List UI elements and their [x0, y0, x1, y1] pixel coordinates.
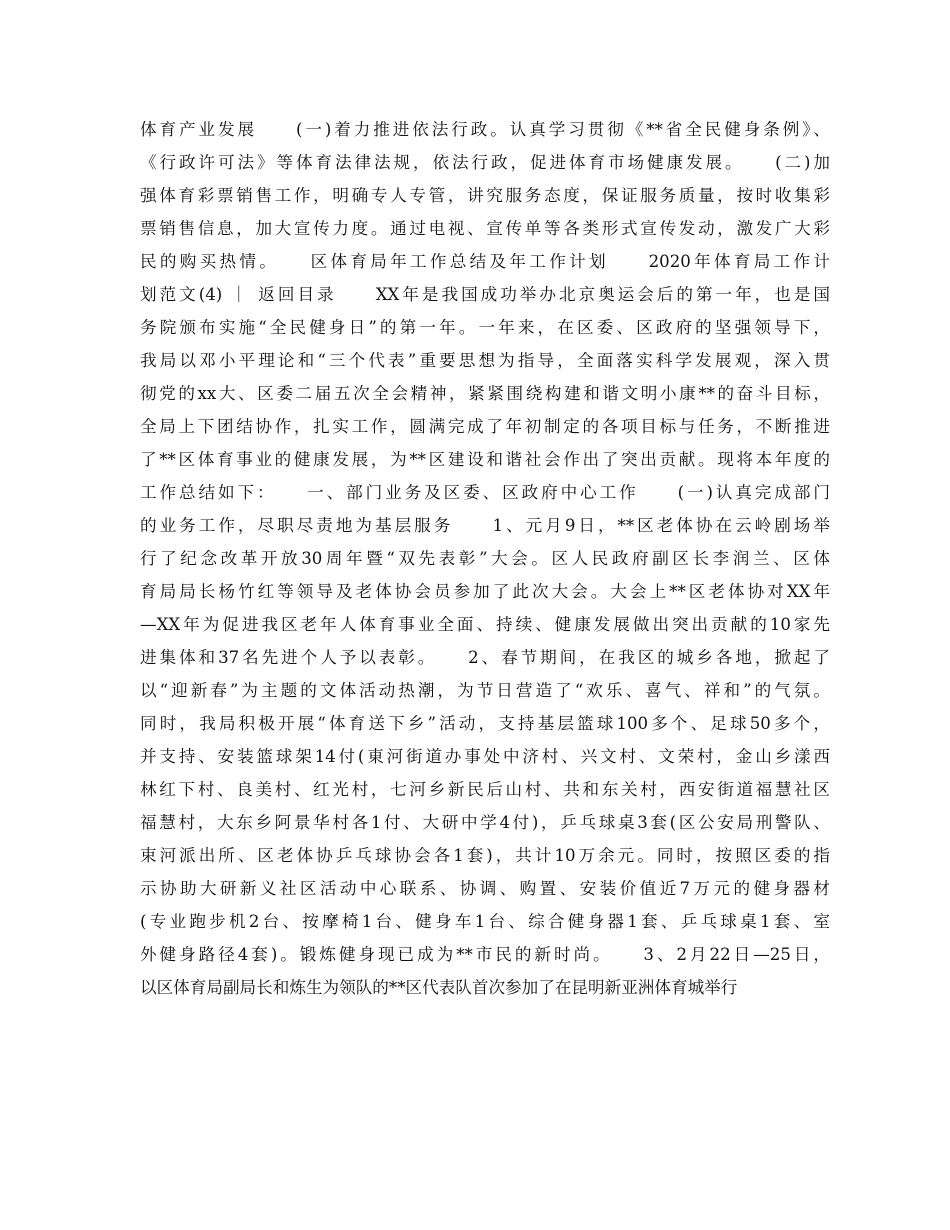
- text-line: (专业跑步机2台、按摩椅1台、健身车1台、综合健身器1套、乒乓球桌1套、室: [140, 912, 830, 931]
- document-body: [140, 113, 830, 1004]
- text-line: 《行政许可法》等体育法律法规，依法行政，促进体育市场健康发展。 (二)加: [140, 153, 830, 172]
- text-line: 外健身路径4套)。锻炼健身现已成为**市民的新时尚。 3、2月22日—25日，: [140, 945, 830, 964]
- text-line: 划范文(4) ｜ 返回目录 XX年是我国成功举办北京奥运会后的第一年，也是国: [140, 285, 830, 304]
- text-line: 民的购买热情。 区体育局年工作总结及年工作计划 2020年体育局工作计: [140, 252, 830, 271]
- text-line: 以区体育局副局长和炼生为领队的**区代表队首次参加了在昆明新亚洲体育城举行: [140, 978, 738, 997]
- text-line: 束河派出所、区老体协乒乓球协会各1套)，共计10万余元。同时，按照区委的指: [140, 846, 830, 865]
- text-line: 福慧村，大东乡阿景华村各1付、大研中学4付)，乒乓球桌3套(区公安局刑警队、: [140, 813, 830, 832]
- text-line: 的业务工作，尽职尽责地为基层服务 1、元月9日，**区老体协在云岭剧场举: [140, 516, 830, 535]
- text-line: 了**区体育事业的健康发展，为**区建设和谐社会作出了突出贡献。现将本年度的: [140, 450, 830, 469]
- text-line: 工作总结如下： 一、部门业务及区委、区政府中心工作 (一)认真完成部门: [140, 483, 830, 502]
- text-line: 彻党的xx大、区委二届五次全会精神，紧紧围绕构建和谐文明小康**的奋斗目标，: [140, 384, 830, 403]
- text-line: 进集体和37名先进个人予以表彰。 2、春节期间，在我区的城乡各地，掀起了: [140, 648, 830, 667]
- text-line: 强体育彩票销售工作，明确专人专管，讲究服务态度，保证服务质量，按时收集彩: [140, 186, 830, 205]
- text-line: 同时，我局积极开展“体育送下乡”活动，支持基层篮球100多个、足球50多个，: [140, 714, 830, 733]
- text-line: 并支持、安装篮球架14付(東河街道办事处中济村、兴文村、文荣村，金山乡漾西: [140, 747, 830, 766]
- text-line: 我局以邓小平理论和“三个代表”重要思想为指导，全面落实科学发展观，深入贯: [140, 351, 830, 370]
- text-line: 务院颁布实施“全民健身日”的第一年。一年来，在区委、区政府的坚强领导下，: [140, 318, 830, 337]
- text-line: 林红下村、良美村、红光村，七河乡新民后山村、共和东关村，西安街道福慧社区: [140, 780, 830, 799]
- text-line: 行了纪念改革开放30周年暨“双先表彰”大会。区人民政府副区长李润兰、区体: [140, 549, 830, 568]
- text-line: 全局上下团结协作，扎实工作，圆满完成了年初制定的各项目标与任务，不断推进: [140, 417, 830, 436]
- text-line: 示协助大研新义社区活动中心联系、协调、购置、安装价值近7万元的健身器材: [140, 879, 830, 898]
- text-line: 票销售信息，加大宣传力度。通过电视、宣传单等各类形式宣传发动，激发广大彩: [140, 219, 830, 238]
- text-line: 以“迎新春”为主题的文体活动热潮，为节日营造了“欢乐、喜气、祥和”的气氛。: [140, 681, 830, 700]
- text-line: 体育产业发展 (一)着力推进依法行政。认真学习贯彻《**省全民健身条例》、: [140, 120, 830, 139]
- text-line: —XX年为促进我区老年人体育事业全面、持续、健康发展做出突出贡献的10家先: [140, 615, 830, 634]
- text-line: 育局局长杨竹红等领导及老体协会员参加了此次大会。大会上**区老体协对XX年: [140, 582, 830, 601]
